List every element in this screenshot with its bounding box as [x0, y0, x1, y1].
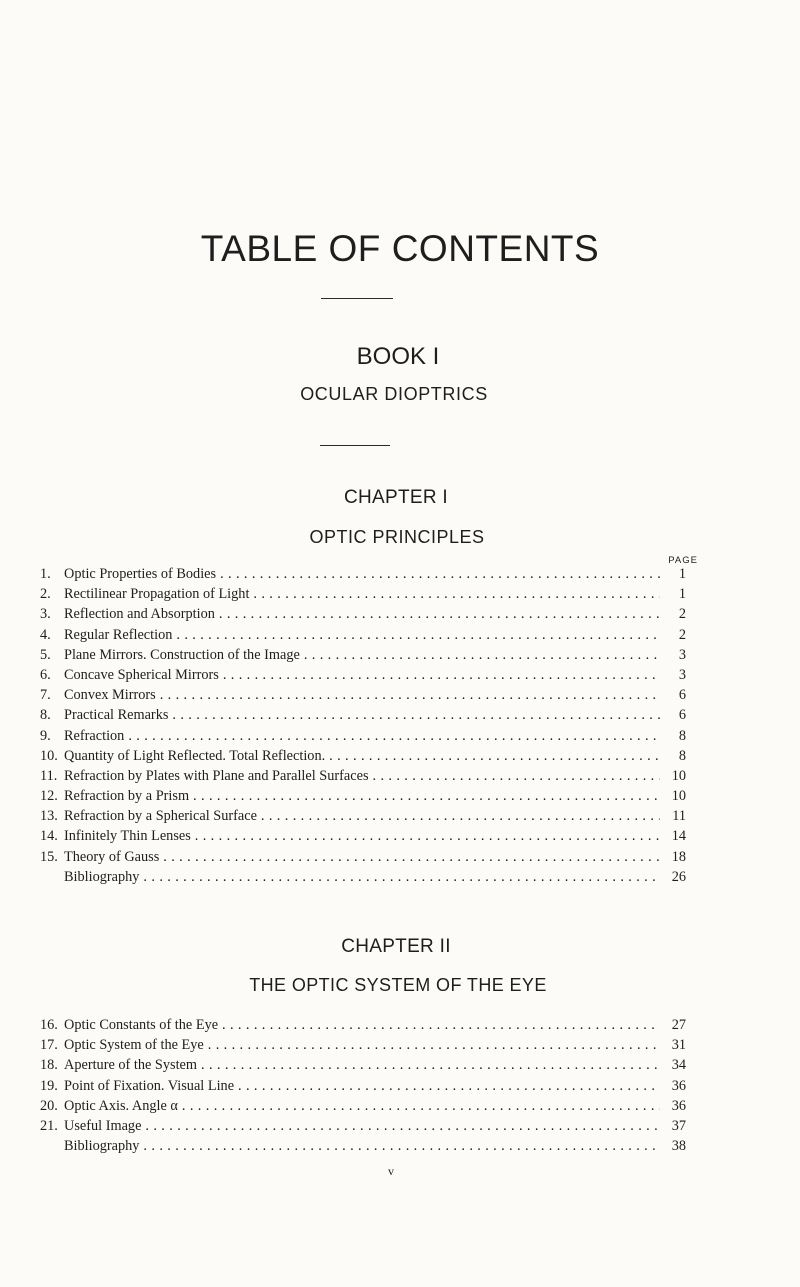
toc-entry [40, 1035, 686, 1055]
toc-entry-bibliography [40, 1136, 686, 1156]
toc-entry [40, 625, 686, 645]
entry-title: Refraction by a Spherical Surface . . . [64, 806, 660, 826]
toc-entry [40, 766, 686, 786]
entry-title: Infinitely Thin Lenses . . . [64, 826, 660, 846]
entry-page: 3 [678, 666, 686, 683]
entry-title: Reflection and Absorption . . . [64, 604, 660, 624]
entry-page: 6 [678, 707, 686, 724]
toc-entry [40, 665, 686, 685]
entry-title: Aperture of the System . . . [64, 1055, 660, 1075]
entry-page: 27 [671, 1017, 686, 1033]
entry-number: 9. [40, 727, 51, 744]
chapter-number: CHAPTER I [343, 487, 449, 508]
entry-number: 14. [40, 828, 58, 845]
toc-entry [40, 847, 686, 867]
entry-title: Optic Axis. Angle α . . . [64, 1096, 660, 1116]
entry-title: Rectilinear Propagation of Light . . . [64, 584, 660, 604]
entry-number: 15. [40, 848, 58, 865]
toc-list-chapter-1 [40, 564, 686, 887]
entry-title: Plane Mirrors. Construction of the Image . . . [64, 645, 660, 665]
entry-number: 20. [40, 1097, 58, 1114]
toc-entry [40, 1055, 686, 1075]
entry-page: 36 [671, 1077, 686, 1094]
entry-page: 8 [678, 747, 686, 764]
entry-number: 2. [40, 586, 51, 603]
entry-page: 14 [671, 828, 686, 845]
toc-entry [40, 1096, 686, 1116]
entry-title: Practical Remarks . . . [64, 705, 660, 725]
book-label: BOOK I [356, 343, 440, 370]
entry-title: Bibliography . . . [64, 1136, 660, 1156]
toc-entry [40, 746, 686, 766]
entry-page: 31 [671, 1037, 686, 1054]
entry-title: Optic Properties of Bodies . . . [64, 564, 660, 584]
page-number: v [388, 1164, 394, 1178]
entry-page: 38 [671, 1138, 686, 1155]
entry-page: 8 [678, 727, 686, 744]
entry-number: 3. [40, 606, 51, 623]
entry-title: Refraction by a Prism . . . [64, 786, 660, 806]
entry-number: 16. [40, 1017, 58, 1033]
entry-page: 1 [678, 566, 686, 582]
entry-page: 2 [678, 626, 686, 643]
toc-entry [40, 1076, 686, 1096]
entry-page: 36 [671, 1097, 686, 1114]
entry-page: 10 [671, 788, 686, 805]
entry-page: 34 [671, 1057, 686, 1074]
toc-entry [40, 1015, 686, 1035]
entry-number: 19. [40, 1077, 58, 1094]
entry-title: Refraction . . . [64, 726, 660, 746]
entry-page: 37 [671, 1117, 686, 1134]
entry-number: 18. [40, 1057, 58, 1074]
page-title: TABLE OF CONTENTS [200, 228, 600, 269]
chapter-title: THE OPTIC SYSTEM OF THE EYE [249, 975, 547, 995]
divider-rule [321, 298, 393, 299]
entry-title: Useful Image . . . [64, 1116, 660, 1136]
entry-title: Bibliography . . . [64, 867, 660, 887]
toc-list-chapter-2 [40, 1015, 686, 1156]
entry-number: 13. [40, 808, 58, 825]
toc-entry [40, 584, 686, 604]
toc-entry [40, 1116, 686, 1136]
divider-rule [320, 445, 390, 446]
chapter-number: CHAPTER II [341, 936, 451, 957]
entry-number: 5. [40, 646, 51, 663]
entry-number: 17. [40, 1037, 58, 1054]
entry-number: 12. [40, 788, 58, 805]
entry-number: 10. [40, 747, 58, 764]
entry-title: Convex Mirrors . . . [64, 685, 660, 705]
book-subtitle: OCULAR DIOPTRICS [300, 384, 488, 404]
toc-entry [40, 826, 686, 846]
entry-title: Concave Spherical Mirrors . . . [64, 665, 660, 685]
entry-title: Point of Fixation. Visual Line . . . [64, 1076, 660, 1096]
entry-number: 8. [40, 707, 51, 724]
page-column-header: PAGE [668, 555, 698, 566]
entry-number: 4. [40, 626, 51, 643]
toc-entry [40, 604, 686, 624]
entry-page: 26 [671, 868, 686, 885]
entry-number: 1. [40, 566, 51, 582]
entry-page: 6 [678, 687, 686, 704]
entry-page: 1 [678, 586, 686, 603]
entry-number: 7. [40, 687, 51, 704]
entry-page: 3 [678, 646, 686, 663]
entry-title: Optic Constants of the Eye . . . [64, 1015, 660, 1035]
toc-entry [40, 786, 686, 806]
entry-page: 10 [671, 767, 686, 784]
toc-entry [40, 806, 686, 826]
entry-page: 11 [672, 808, 686, 825]
entry-title: Refraction by Plates with Plane and Parallel Surfaces . . . [64, 766, 660, 786]
toc-entry [40, 685, 686, 705]
toc-entry [40, 564, 686, 584]
toc-entry [40, 705, 686, 725]
entry-title: Theory of Gauss . . . [64, 847, 660, 867]
toc-entry [40, 645, 686, 665]
toc-entry-bibliography [40, 867, 686, 887]
entry-title: Quantity of Light Reflected. Total Reflection. . . . [64, 746, 660, 766]
entry-number: 11. [40, 767, 58, 784]
entry-number: 6. [40, 666, 51, 683]
entry-page: 18 [671, 848, 686, 865]
entry-title: Optic System of the Eye . . . [64, 1035, 660, 1055]
entry-title: Regular Reflection . . . [64, 625, 660, 645]
toc-entry [40, 726, 686, 746]
chapter-title: OPTIC PRINCIPLES [309, 527, 485, 547]
entry-number: 21. [40, 1117, 58, 1134]
entry-page: 2 [678, 606, 686, 623]
